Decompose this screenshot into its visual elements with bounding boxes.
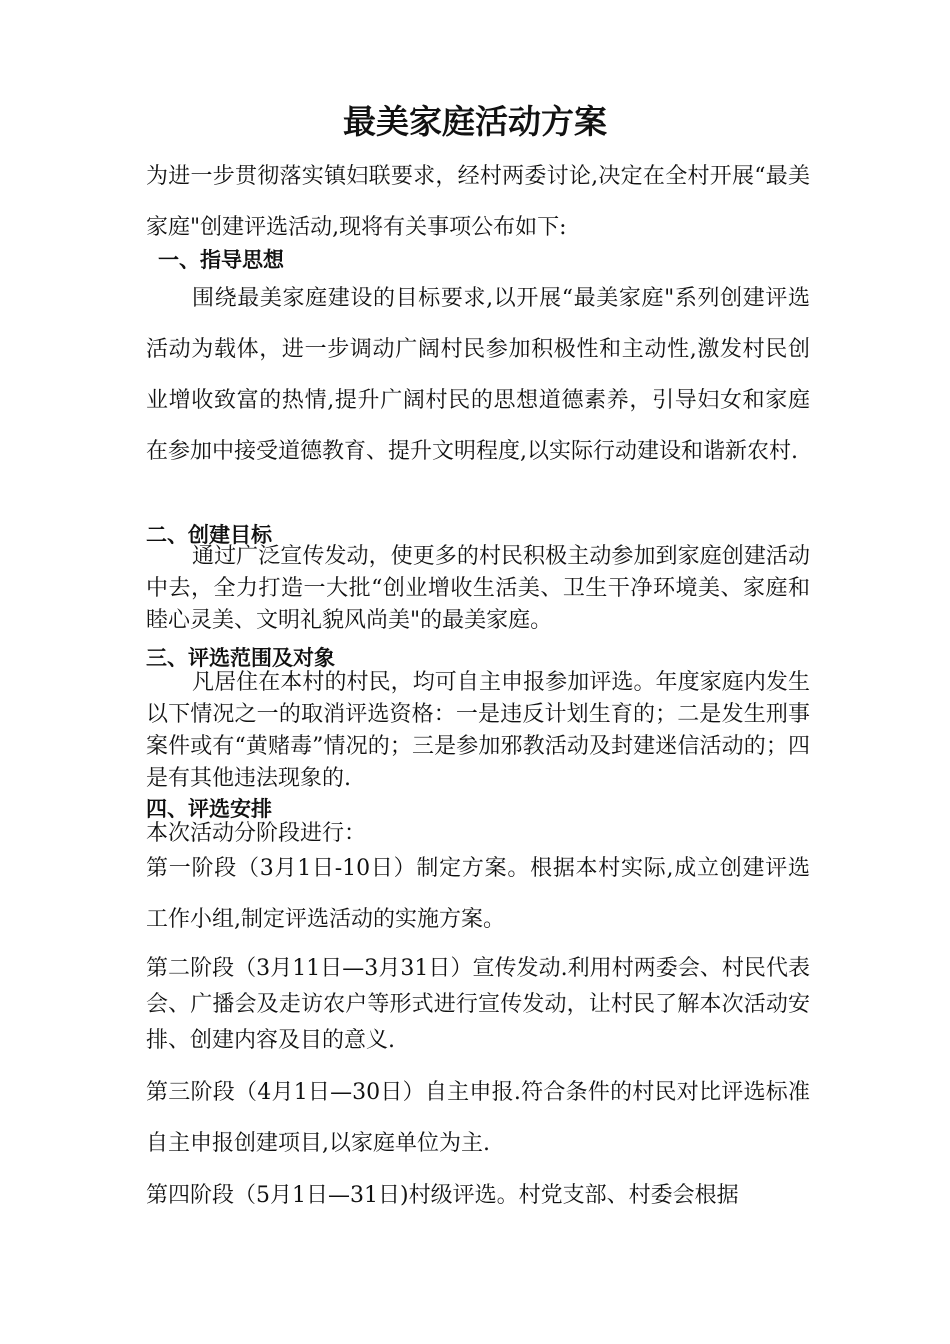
stage-paragraph-3: 第三阶段（4月1日—30日）自主申报.符合条件的村民对比评选标准自主申报创建项目,以家庭单位为主. [146,1080,810,1156]
section-body-scope: 凡居住在本村的村民，均可自主申报参加评选。年度家庭内发生以下情况之一的取消评选资格：一是违反计划生育的；二是发生刑事案件或有“黄赌毒”情况的；三是参加邪教活动及封建迷信活动的；四是有其他违法现象的. [146,670,810,791]
section-heading-arrangement: 四、评选安排 [146,797,272,821]
section-body-guiding-ideology: 围绕最美家庭建设的目标要求,以开展“最美家庭"系列创建评选活动为载体，进一步调动广阔村民参加积极性和主动性,激发村民创业增收致富的热情,提升广阔村民的思想道德素养，引导妇女和家庭在参加中接受道德教育、提升文明程度,以实际行动建设和谐新农村. [146,286,810,464]
section-heading-goals: 二、创建目标 [146,523,272,547]
section-body-arrangement: 本次活动分阶段进行： [146,821,367,846]
section-heading-scope: 三、评选范围及对象 [146,646,335,670]
stage-paragraph-4: 第四阶段（5月1日—31日)村级评选。村党支部、村委会根据 [146,1183,739,1208]
stage-paragraph-2: 第二阶段（3月11日—3月31日）宣传发动.利用村两委会、村民代表会、广播会及走访农户等形式进行宣传发动，让村民了解本次活动安排、创建内容及目的意义. [146,956,810,1053]
document-title: 最美家庭活动方案 [343,102,607,141]
stage-paragraph-1: 第一阶段（3月1日-10日）制定方案。根据本村实际,成立创建评选工作小组,制定评选活动的实施方案。 [146,856,810,932]
section-heading-guiding-ideology: 一、指导思想 [158,248,284,272]
intro-paragraph: 为进一步贯彻落实镇妇联要求，经村两委讨论,决定在全村开展“最美家庭"创建评选活动,现将有关事项公布如下: [146,164,810,240]
section-body-goals: 通过广泛宣传发动，使更多的村民积极主动参加到家庭创建活动中去，全力打造一大批“创业增收生活美、卫生干净环境美、家庭和睦心灵美、文明礼貌风尚美"的最美家庭。 [146,544,810,633]
